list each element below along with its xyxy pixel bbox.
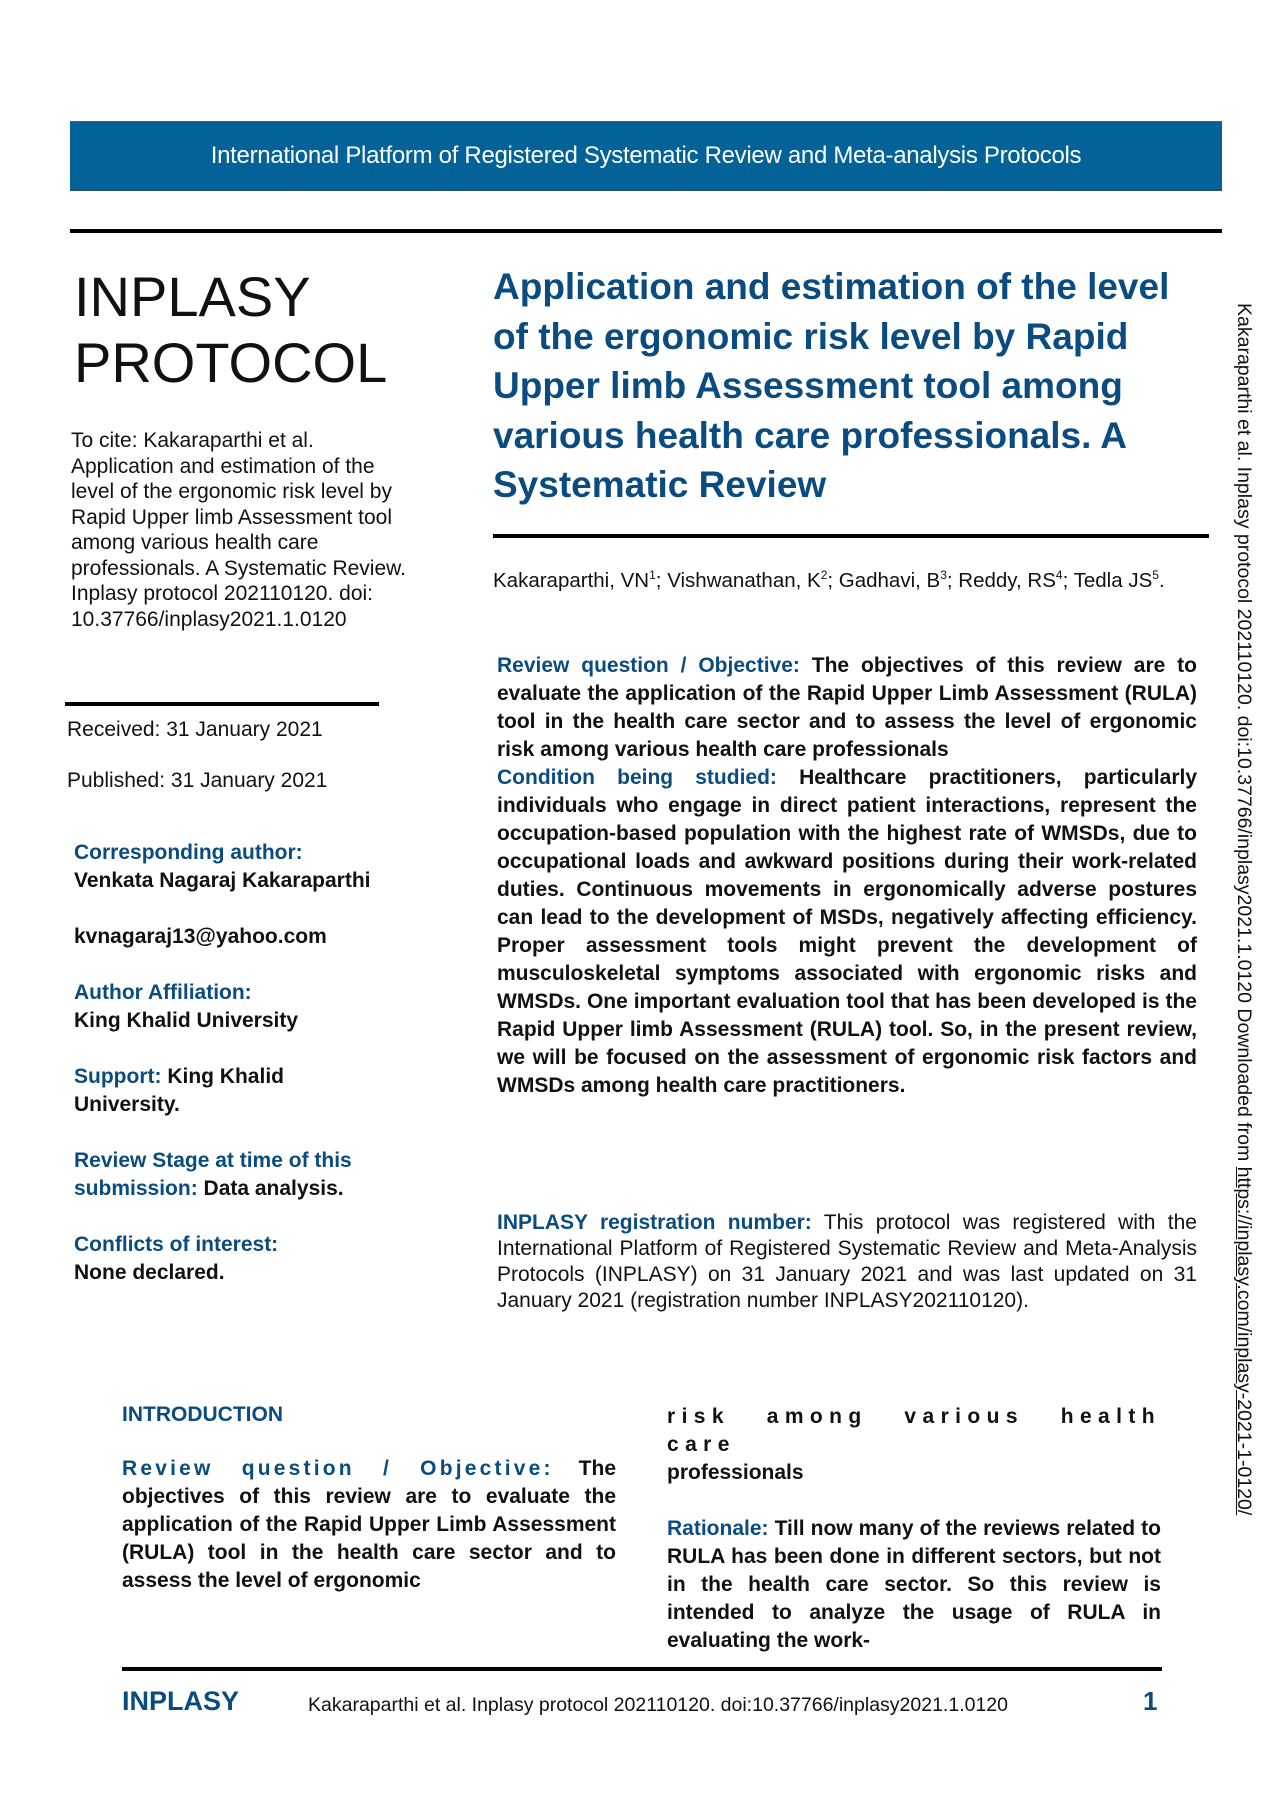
support-label: Support: [74,1065,162,1088]
intro-continued-end: professionals [667,1461,804,1484]
intro-review-question-text: The objectives of this review are to evaluate the application of the Rapid Upper Limb Assessment (RULA) tool in the health care sector and to assess the level of ergonomic [122,1457,617,1592]
side-note-text: Kakaraparthi et al. Inplasy protocol 202110120. doi:10.37766/inplasy2021.1.0120 Downloaded from [1233,303,1255,1167]
received-date: Received: 31 January 2021 [67,718,323,741]
rationale [667,1515,1161,1655]
citation-block: To cite: Kakaraparthi et al. Application and estimation of the level of the ergonomic risk level by Rapid Upper limb Assessment tool among various health care professionals. A Systematic Review. Inplasy protocol 202110120. doi: 10.37766/inplasy2021.1.0120 [71,429,406,631]
introduction-right-column [667,1403,1161,1655]
side-download-note [1232,303,1255,1515]
protocol-heading-line2: PROTOCOL [74,331,388,394]
author: Gadhavi, $B^3$; [838,568,959,592]
introduction-heading: INTRODUCTION [122,1403,283,1426]
title-divider [493,534,1209,538]
left-divider [65,702,379,706]
registration-text: This protocol was registered with the International Platform of Registered Systematic Review and Meta-Analysis Protocols (INPLASY) on 31 January 2021 and was last updated on 31 January 2021 (registration number INPLASY202110120). [497,1211,1197,1312]
review-question-label: Review question / Objective: [497,654,800,677]
published-date: Published: 31 January 2021 [67,769,328,792]
author-affiliation [74,979,434,1035]
support-value: King Khalid University. [74,1065,284,1116]
intro-review-question-label: Review question / Objective: [122,1457,554,1480]
review-stage-value: Data analysis. [197,1177,344,1200]
article-title: Application and estimation of the level of the ergonomic risk level by Rapid Upper limb Assessment tool among various health care professionals. A Systematic Review [493,266,1170,505]
condition-label: Condition being studied: [497,766,777,789]
registration-label: INPLASY registration number: [497,1211,812,1234]
rationale-text: Till now many of the reviews related to RULA has been done in different sectors, but not in the health care sector. So this review is intended to analyze the usage of RULA in evaluating the work- [667,1517,1161,1652]
journal-banner [70,121,1222,191]
author: Vishwanathan, $K^2$; [667,568,839,592]
protocol-heading [74,264,387,396]
corresponding-author [74,839,434,895]
review-question-text: The objectives of this review are to evaluate the application of the Rapid Upper Limb Assessment (RULA) tool in the health care sector and to assess the level of ergonomic risk among various health care professionals [497,654,1197,761]
conflicts-label: Conflicts of interest: [74,1233,279,1256]
affiliation-value: King Khalid University [74,1009,299,1032]
author: Reddy, $RS^4$; [958,568,1074,592]
abstract-block [497,652,1197,1100]
corresponding-author-label: Corresponding author: [74,841,303,864]
condition-studied [497,764,1197,1100]
corresponding-author-name: Venkata Nagaraj Kakaraparthi [74,869,371,892]
author-list [493,562,1198,594]
registration-info [497,1210,1197,1314]
footer-logo: INPLASY [122,1686,240,1716]
download-link[interactable]: https://inplasy.com/inplasy-2021-1-0120/ [1233,1166,1255,1516]
author-email[interactable] [74,923,434,951]
conflicts-of-interest [74,1231,434,1287]
conflicts-value: None declared. [74,1261,225,1284]
review-stage [74,1147,404,1203]
author: Kakaraparthi, $VN^1$; [493,568,668,592]
intro-continued-line: risk among various health care [667,1405,1161,1456]
banner-text: International Platform of Registered Systematic Review and Meta-analysis Protocols [210,141,1082,169]
author: Tedla $JS^5$. [1073,568,1165,592]
rationale-label: Rationale: [667,1517,769,1540]
top-divider [70,229,1222,233]
review-question [497,652,1197,764]
footer-citation: Kakaraparthi et al. Inplasy protocol 202110120. doi:10.37766/inplasy2021.1.0120 [308,1694,1008,1716]
condition-text: Healthcare practitioners, particularly individuals who engage in direct patient interactions, represent the occupation-based population with the highest rate of WMSDs, due to occupational loads and awkward positions during their work-related duties. Continuous movements in ergonomically adverse postures can lead to the development of MSDs, negatively affecting efficiency. Proper assessment tools might prevent the development of musculoskeletal symptoms associated with ergonomic risks and WMSDs. One important evaluation tool that has been developed is the Rapid Upper limb Assessment (RULA) tool. So, in the present review, we will be focused on the assessment of ergonomic risk factors and WMSDs among health care practitioners. [497,766,1197,1097]
affiliation-label: Author Affiliation: [74,981,252,1004]
email-link[interactable]: kvnagaraj13@yahoo.com [74,925,327,948]
introduction-objective [122,1455,616,1595]
support-info [74,1063,334,1119]
protocol-heading-line1: INPLASY [74,265,311,328]
page-number: 1 [1143,1686,1158,1716]
review-stage-label: Review Stage at time of this submission: [74,1149,352,1200]
footer-divider [122,1667,1162,1671]
